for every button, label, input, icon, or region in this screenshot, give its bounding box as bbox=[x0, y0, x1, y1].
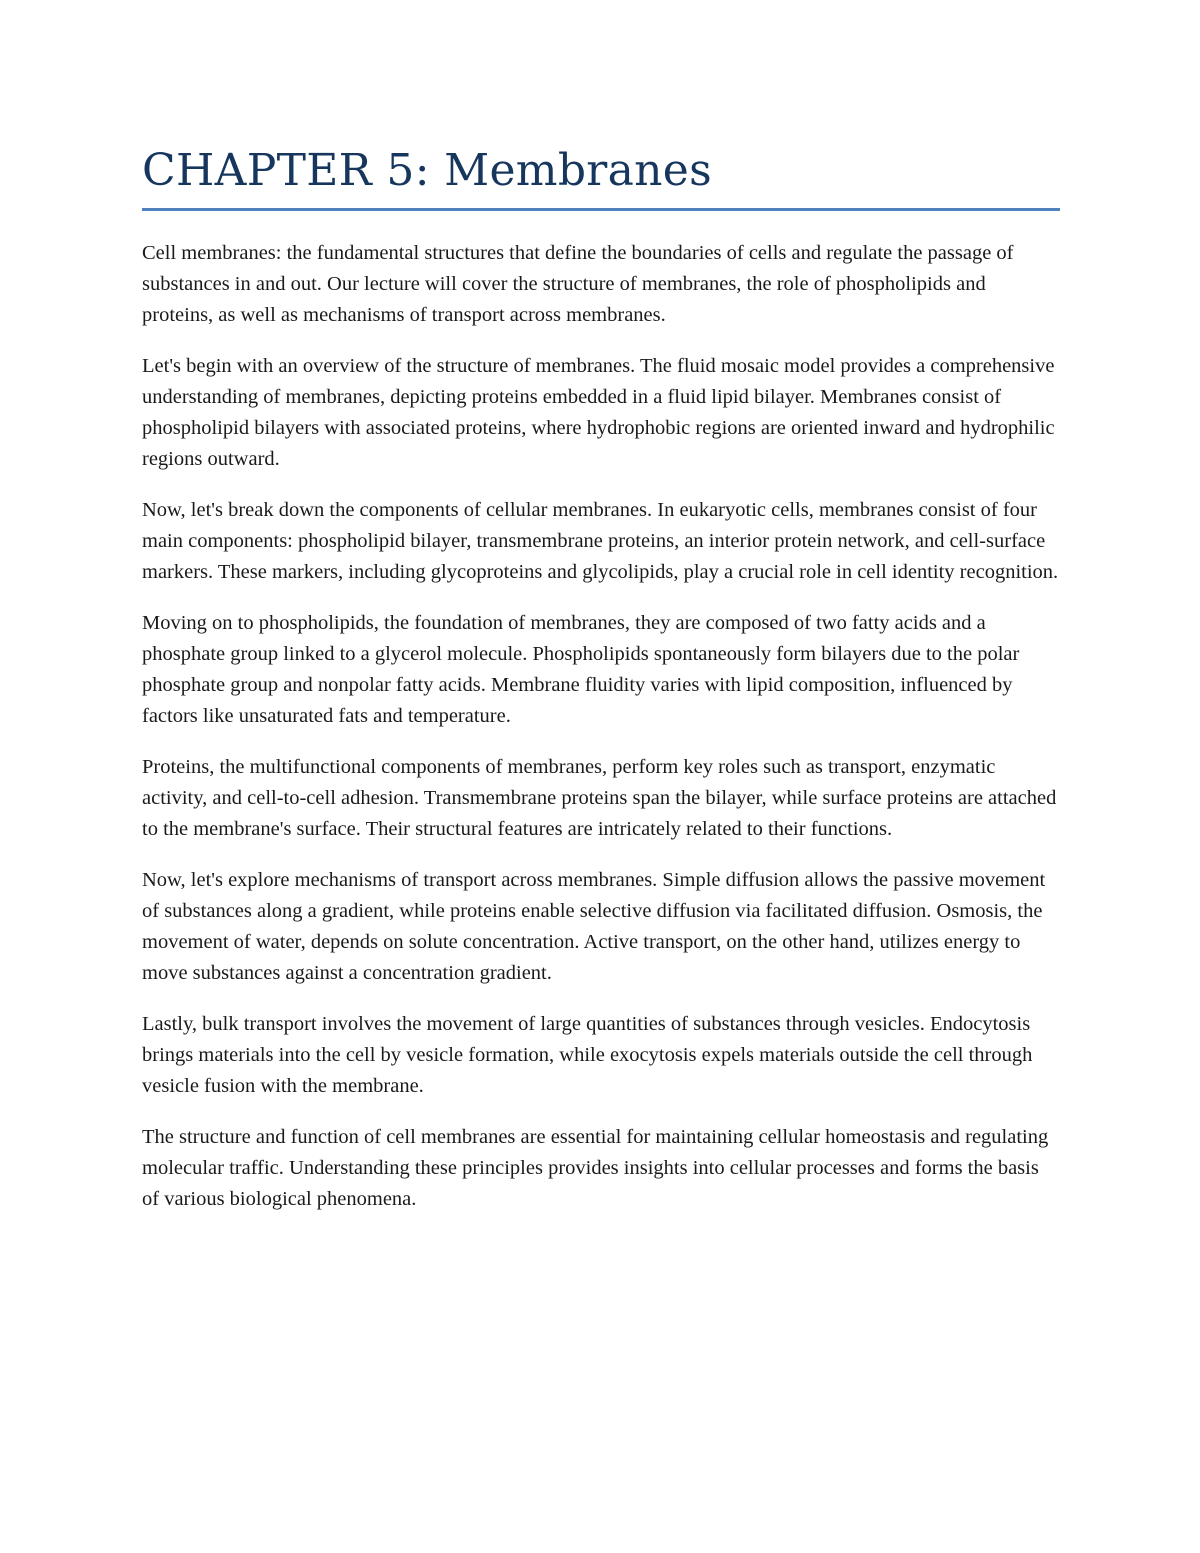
document-page bbox=[142, 140, 1060, 1235]
paragraph-bulk-transport: Lastly, bulk transport involves the movement of large quantities of substances through vesicles. Endocytosis brings materials into the cell by vesicle formation, while exocytosis expels materials outside the cell through vesicle fusion with the membrane. bbox=[142, 1013, 1033, 1097]
paragraph-membrane-components: Now, let's break down the components of cellular membranes. In eukaryotic cells, membranes consist of four main components: phospholipid bilayer, transmembrane proteins, an interior protein network, and cell-surface markers. These markers, including glycoproteins and glycolipids, play a crucial role in cell identity recognition. bbox=[142, 499, 1059, 583]
paragraph-transport-mechanisms: Now, let's explore mechanisms of transport across membranes. Simple diffusion allows the passive movement of substances along a gradient, while proteins enable selective diffusion via facilitated diffusion. Osmosis, the movement of water, depends on solute concentration. Active transport, on the other hand, utilizes energy to move substances against a concentration gradient. bbox=[142, 869, 1046, 984]
paragraph-structure-overview: Let's begin with an overview of the structure of membranes. The fluid mosaic model provides a comprehensive understanding of membranes, depicting proteins embedded in a fluid lipid bilayer. Membranes consist of phospholipid bilayers with associated proteins, where hydrophobic regions are oriented inward and hydrophilic regions outward. bbox=[142, 355, 1055, 470]
page-title: CHAPTER 5: Membranes bbox=[142, 145, 713, 196]
paragraph-intro: Cell membranes: the fundamental structures that define the boundaries of cells and regulate the passage of substances in and out. Our lecture will cover the structure of membranes, the role of phospholipids and proteins, as well as mechanisms of transport across membranes. bbox=[142, 242, 1014, 326]
paragraph-conclusion: The structure and function of cell membranes are essential for maintaining cellular homeostasis and regulating molecular traffic. Understanding these principles provides insights into cellular processes and forms the basis of various biological phenomena. bbox=[142, 1126, 1049, 1210]
title-underline bbox=[142, 208, 1060, 211]
paragraph-proteins: Proteins, the multifunctional components of membranes, perform key roles such as transport, enzymatic activity, and cell-to-cell adhesion. Transmembrane proteins span the bilayer, while surface proteins are attached to the membrane's surface. Their structural features are intricately related to their functions. bbox=[142, 756, 1057, 840]
paragraph-phospholipids: Moving on to phospholipids, the foundation of membranes, they are composed of two fatty acids and a phosphate group linked to a glycerol molecule. Phospholipids spontaneously form bilayers due to the polar phosphate group and nonpolar fatty acids. Membrane fluidity varies with lipid composition, influenced by factors like unsaturated fats and temperature. bbox=[142, 612, 1020, 727]
